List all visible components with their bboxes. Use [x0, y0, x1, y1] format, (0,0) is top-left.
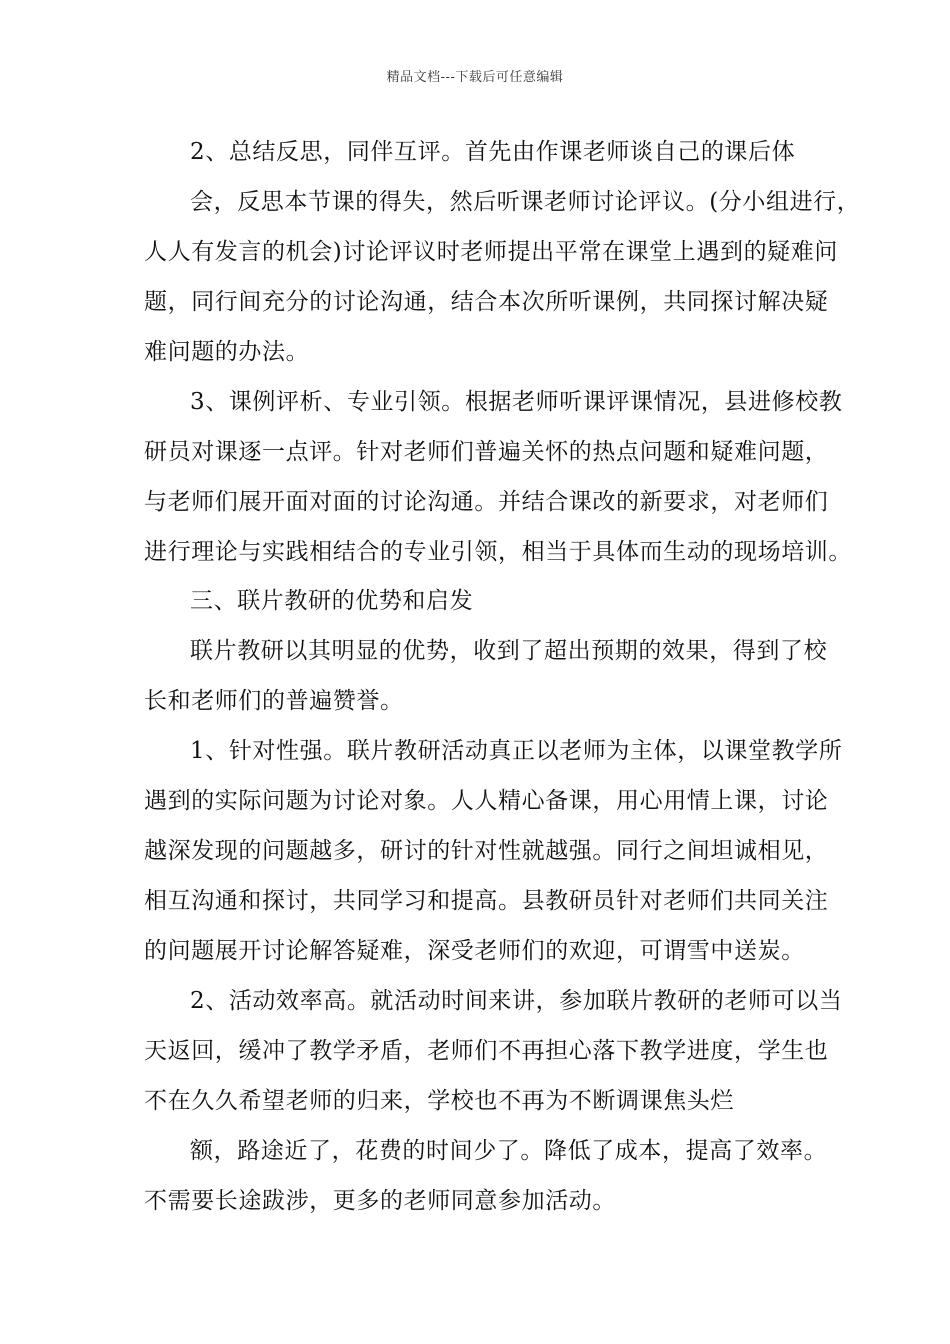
text-line: 3、课例评析、专业引领。根据老师听课评课情况，县进修校教	[190, 389, 843, 415]
page-header: 精品文档---下载后可任意编辑	[386, 70, 564, 85]
text-line: 越深发现的问题越多，研讨的针对性就越强。同行之间坦诚相见，	[144, 838, 829, 864]
text-line: 额，路途近了，花费的时间少了。降低了成本，提高了效率。	[190, 1138, 828, 1164]
text-line: 1、针对性强。联片教研活动真正以老师为主体，以课堂教学所	[190, 738, 843, 764]
text-line: 题，同行间充分的讨论沟通，结合本次所听课例，共同探讨解决疑	[144, 289, 829, 315]
text-line: 研员对课逐一点评。针对老师们普遍关怀的热点问题和疑难问题，	[144, 439, 829, 465]
text-line: 的问题展开讨论解答疑难，深受老师们的欢迎，可谓雪中送炭。	[144, 938, 805, 964]
text-line: 长和老师们的普遍赞誉。	[144, 688, 404, 714]
text-line: 相互沟通和探讨，共同学习和提高。县教研员针对老师们共同关注	[144, 888, 829, 914]
text-line: 2、活动效率高。就活动时间来讲，参加联片教研的老师可以当	[190, 988, 843, 1014]
text-line: 2、总结反思，同伴互评。首先由作课老师谈自己的课后体	[190, 139, 796, 165]
text-line: 难问题的办法。	[144, 339, 310, 365]
section-heading: 三、联片教研的优势和启发	[190, 588, 474, 614]
text-line: 人人有发言的机会)讨论评议时老师提出平常在课堂上遇到的疑难问	[144, 239, 838, 265]
text-line: 进行理论与实践相结合的专业引领，相当于具体而生动的现场培训。	[144, 539, 852, 565]
text-line: 遇到的实际问题为讨论对象。人人精心备课，用心用情上课，讨论	[144, 788, 829, 814]
text-line: 会，反思本节课的得失，然后听课老师讨论评议。(分小组进行，	[190, 189, 861, 215]
text-line: 与老师们展开面对面的讨论沟通。并结合课改的新要求，对老师们	[144, 489, 829, 515]
text-line: 联片教研以其明显的优势，收到了超出预期的效果，得到了校	[190, 638, 828, 664]
text-line: 不需要长途跋涉，更多的老师同意参加活动。	[144, 1188, 616, 1214]
text-line: 天返回，缓冲了教学矛盾，老师们不再担心落下教学进度，学生也	[144, 1038, 829, 1064]
text-line: 不在久久希望老师的归来，学校也不再为不断调课焦头烂	[144, 1088, 734, 1114]
